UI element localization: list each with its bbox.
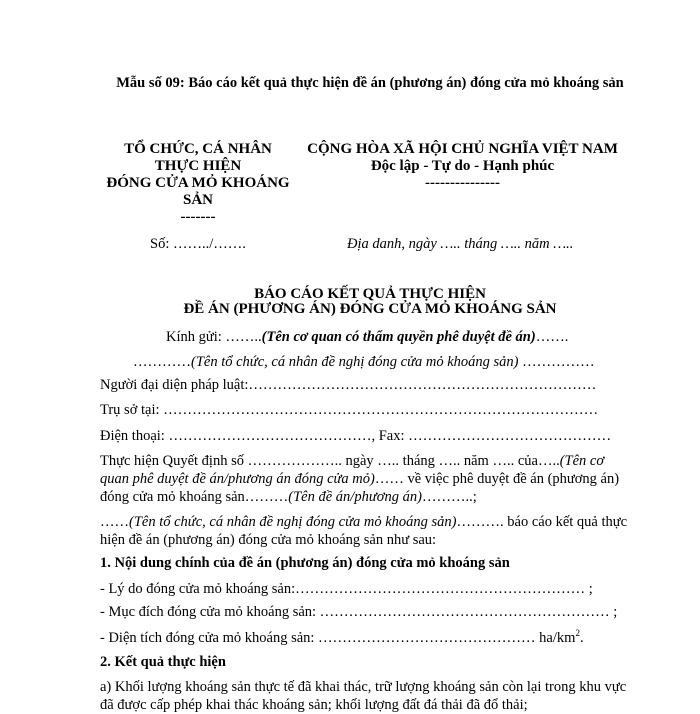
statement-organization: (Tên tổ chức, cá nhân đề nghị đóng cửa mỏ khoáng sản) xyxy=(129,514,457,530)
national-title: CỘNG HÒA XÃ HỘI CHỦ NGHĨA VIỆT NAM xyxy=(307,141,618,157)
statement-text-1: …… xyxy=(100,514,129,530)
report-title-line-1: BÁO CÁO KẾT QUẢ THỰC HIỆN xyxy=(254,286,486,302)
org-header-line-1: TỔ CHỨC, CÁ NHÂN xyxy=(124,141,272,157)
requester-line xyxy=(133,354,595,371)
decision-paragraph xyxy=(100,452,635,506)
recipient-line xyxy=(166,329,568,346)
recipient-authority: (Tên cơ quan có thẩm quyền phê duyệt đề án) xyxy=(261,329,536,345)
org-header-line-2: THỰC HIỆN xyxy=(154,158,242,174)
decision-authority: (Tên cơ quan phê duyệt đề án/phương án đóng cửa mỏ) xyxy=(100,453,605,487)
report-statement-paragraph xyxy=(100,513,635,549)
decision-text-1: Thực hiện Quyết định số ……………….. ngày ….. tháng ….. năm ….. của….. xyxy=(100,453,560,469)
closure-area-text: - Diện tích đóng cửa mỏ khoáng sản: ……………………………………… ha/km xyxy=(100,629,576,646)
org-header-line-4: SẢN xyxy=(182,192,213,208)
requester-suffix: …………… xyxy=(518,354,595,370)
national-header xyxy=(295,141,630,192)
decision-project-name: (Tên đề án/phương án) xyxy=(288,489,422,505)
closure-purpose-field: - Mục đích đóng cửa mỏ khoáng sản: …………………………………………………… ; xyxy=(100,604,618,620)
closure-reason-field: - Lý do đóng cửa mỏ khoáng sản:…………………………………………………… ; xyxy=(100,581,593,597)
requester-name: (Tên tổ chức, cá nhân đề nghị đóng cửa mỏ khoáng sản) xyxy=(191,354,519,370)
organization-header xyxy=(98,141,298,226)
recipient-suffix: ……. xyxy=(535,329,569,345)
section-2-item-a: a) Khối lượng khoáng sản thực tế đã khai thác, trữ lượng khoáng sản còn lại trong khu vực đã được cấp phép khai thác khoáng sản; khối lượng đất đá thải đã đổ thải; xyxy=(100,679,627,713)
decision-text-3: ………..; xyxy=(421,489,477,505)
closure-area-field xyxy=(100,628,584,647)
legal-representative-field: Người đại diện pháp luật:……………………………………………………………… xyxy=(100,377,597,393)
national-motto: Độc lập - Tự do - Hạnh phúc xyxy=(370,158,555,174)
statement-text-2: ………. báo cáo kết quả thực hiện đề án (phương án) đóng cửa mỏ khoáng sản như sau: xyxy=(100,514,628,548)
report-title xyxy=(100,287,640,317)
closure-area-suffix: . xyxy=(579,629,584,646)
decision-text-2: …… về việc phê duyệt đề án (phương án) đóng cửa mỏ khoáng sản……… xyxy=(100,471,620,505)
form-title: Mẫu số 09: Báo cáo kết quả thực hiện đề án (phương án) đóng cửa mỏ khoáng sản xyxy=(116,75,624,91)
report-title-line-2: ĐỀ ÁN (PHƯƠNG ÁN) ĐÓNG CỬA MỎ KHOÁNG SẢN xyxy=(183,301,557,317)
place-and-date: Địa danh, ngày ….. tháng ….. năm ….. xyxy=(347,236,574,252)
phone-fax-field: Điện thoại: ……………………………………, Fax: …………………………………… xyxy=(100,428,612,444)
closure-area-superscript: 2 xyxy=(575,628,580,638)
section-1-heading: 1. Nội dung chính của đề án (phương án) đóng cửa mỏ khoáng sản xyxy=(100,555,510,571)
head-office-field: Trụ sở tại: ……………………………………………………………………………… xyxy=(100,402,599,418)
org-header-line-3: ĐÓNG CỬA MỎ KHOÁNG xyxy=(106,175,290,191)
requester-prefix: ………… xyxy=(133,354,191,370)
recipient-prefix: Kính gửi: …….. xyxy=(166,329,262,345)
org-header-divider: ------- xyxy=(180,209,216,225)
document-number: Số: ……../……. xyxy=(150,236,246,252)
national-divider: --------------- xyxy=(425,175,500,191)
section-2-heading: 2. Kết quả thực hiện xyxy=(100,654,226,670)
